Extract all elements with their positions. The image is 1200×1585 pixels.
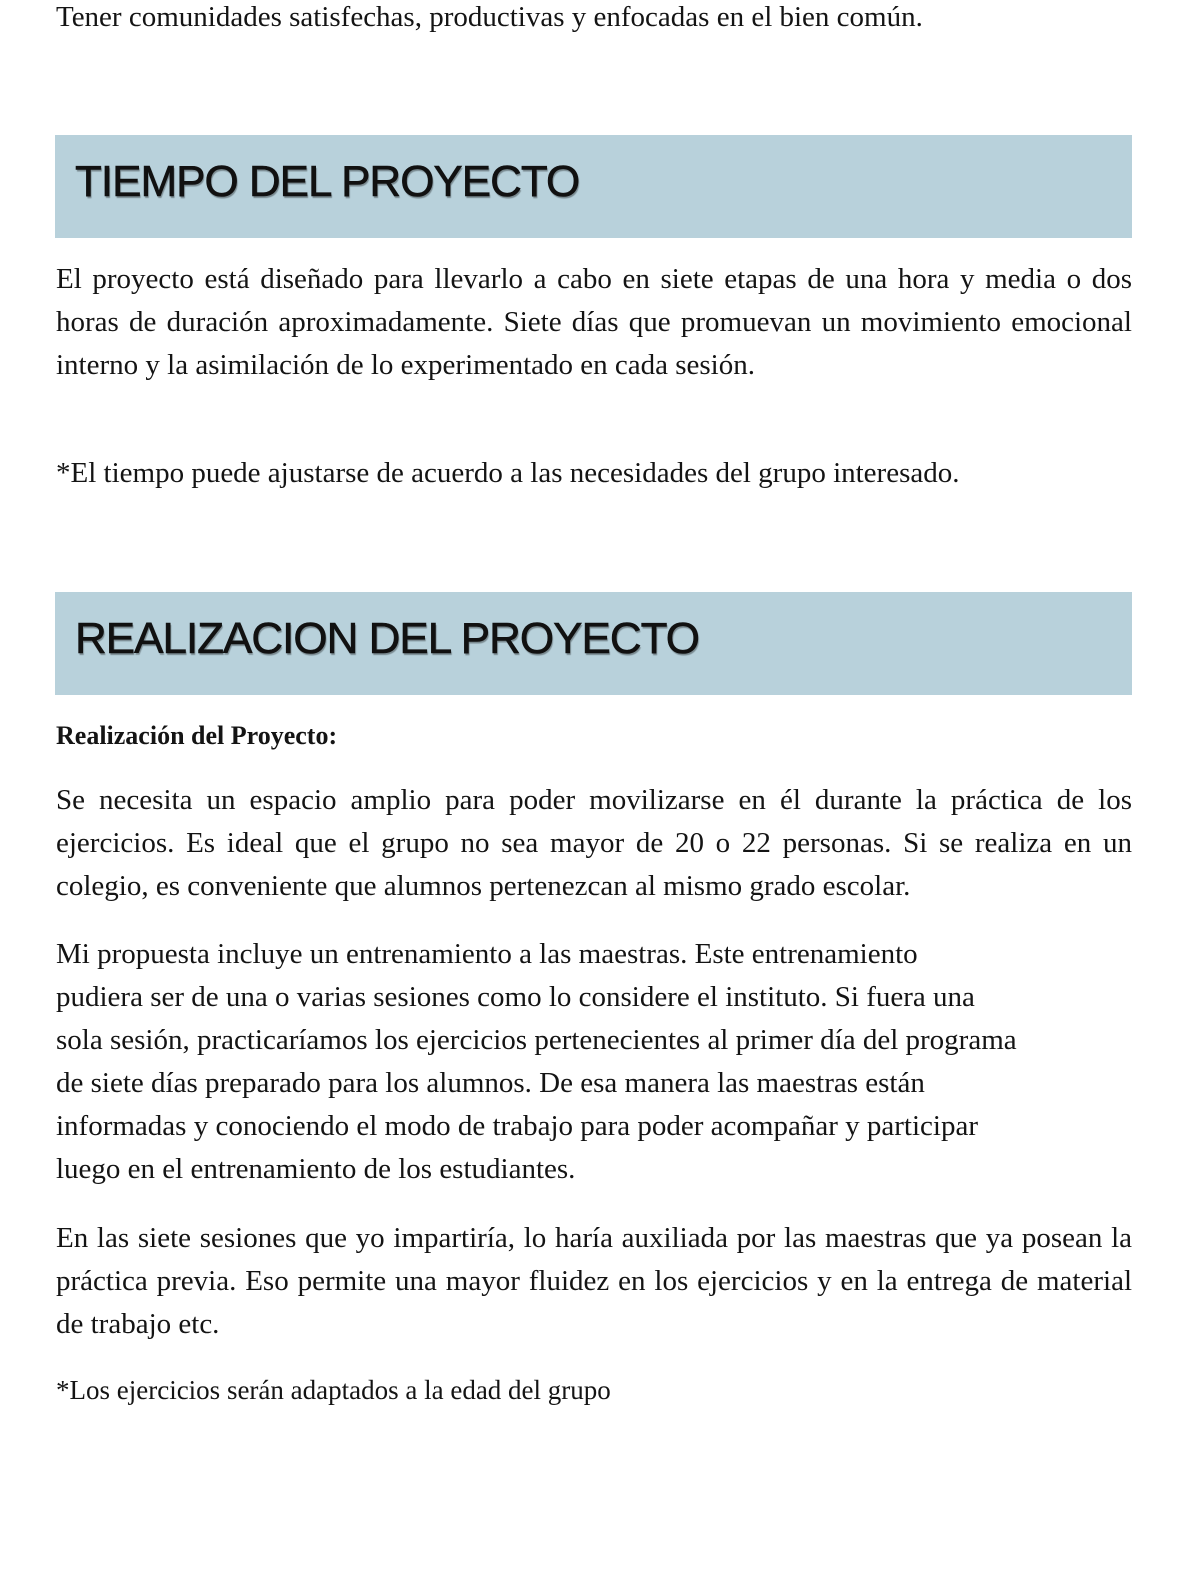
paragraph-line: de siete días preparado para los alumnos. De esa manera las maestras están (56, 1067, 925, 1099)
section-banner-realizacion (55, 592, 1132, 695)
paragraph-line: sola sesión, practicaríamos los ejercicios pertenecientes al primer día del programa (56, 1024, 1017, 1056)
paragraph-line: informadas y conociendo el modo de trabajo para poder acompañar y participar (56, 1110, 978, 1142)
tiempo-note: *El tiempo puede ajustarse de acuerdo a las necesidades del grupo interesado. (56, 457, 960, 489)
section-heading-tiempo: TIEMPO DEL PROYECTO (75, 157, 580, 206)
tiempo-paragraph: El proyecto está diseñado para llevarlo a cabo en siete etapas de una hora y media o dos horas de duración aproximadamente. Siete días que promuevan un movimiento emocional interno y la asimilación de lo experimentado en cada sesión. (56, 263, 1132, 381)
realizacion-paragraph-2 (56, 933, 1132, 1191)
section-banner-tiempo (55, 135, 1132, 238)
paragraph-line: luego en el entrenamiento de los estudiantes. (56, 1153, 576, 1185)
section-heading-realizacion: REALIZACION DEL PROYECTO (75, 614, 699, 663)
realizacion-note: *Los ejercicios serán adaptados a la edad del grupo (56, 1375, 611, 1405)
realizacion-paragraph-3: En las siete sesiones que yo impartiría, lo haría auxiliada por las maestras que ya posean la práctica previa. Eso permite una mayor fluidez en los ejercicios y en la entrega de material de trabajo etc. (56, 1222, 1132, 1340)
realizacion-paragraph-1: Se necesita un espacio amplio para poder movilizarse en él durante la práctica de los ejercicios. Es ideal que el grupo no sea mayor de 20 o 22 personas. Si se realiza en un colegio, es conveniente que alumnos pertenezcan al mismo grado escolar. (56, 784, 1132, 902)
intro-text: Tener comunidades satisfechas, productivas y enfocadas en el bien común. (56, 1, 923, 33)
paragraph-line: Mi propuesta incluye un entrenamiento a las maestras. Este entrenamiento (56, 938, 918, 970)
realizacion-subheading: Realización del Proyecto: (56, 721, 338, 750)
paragraph-line: pudiera ser de una o varias sesiones como lo considere el instituto. Si fuera una (56, 981, 975, 1013)
